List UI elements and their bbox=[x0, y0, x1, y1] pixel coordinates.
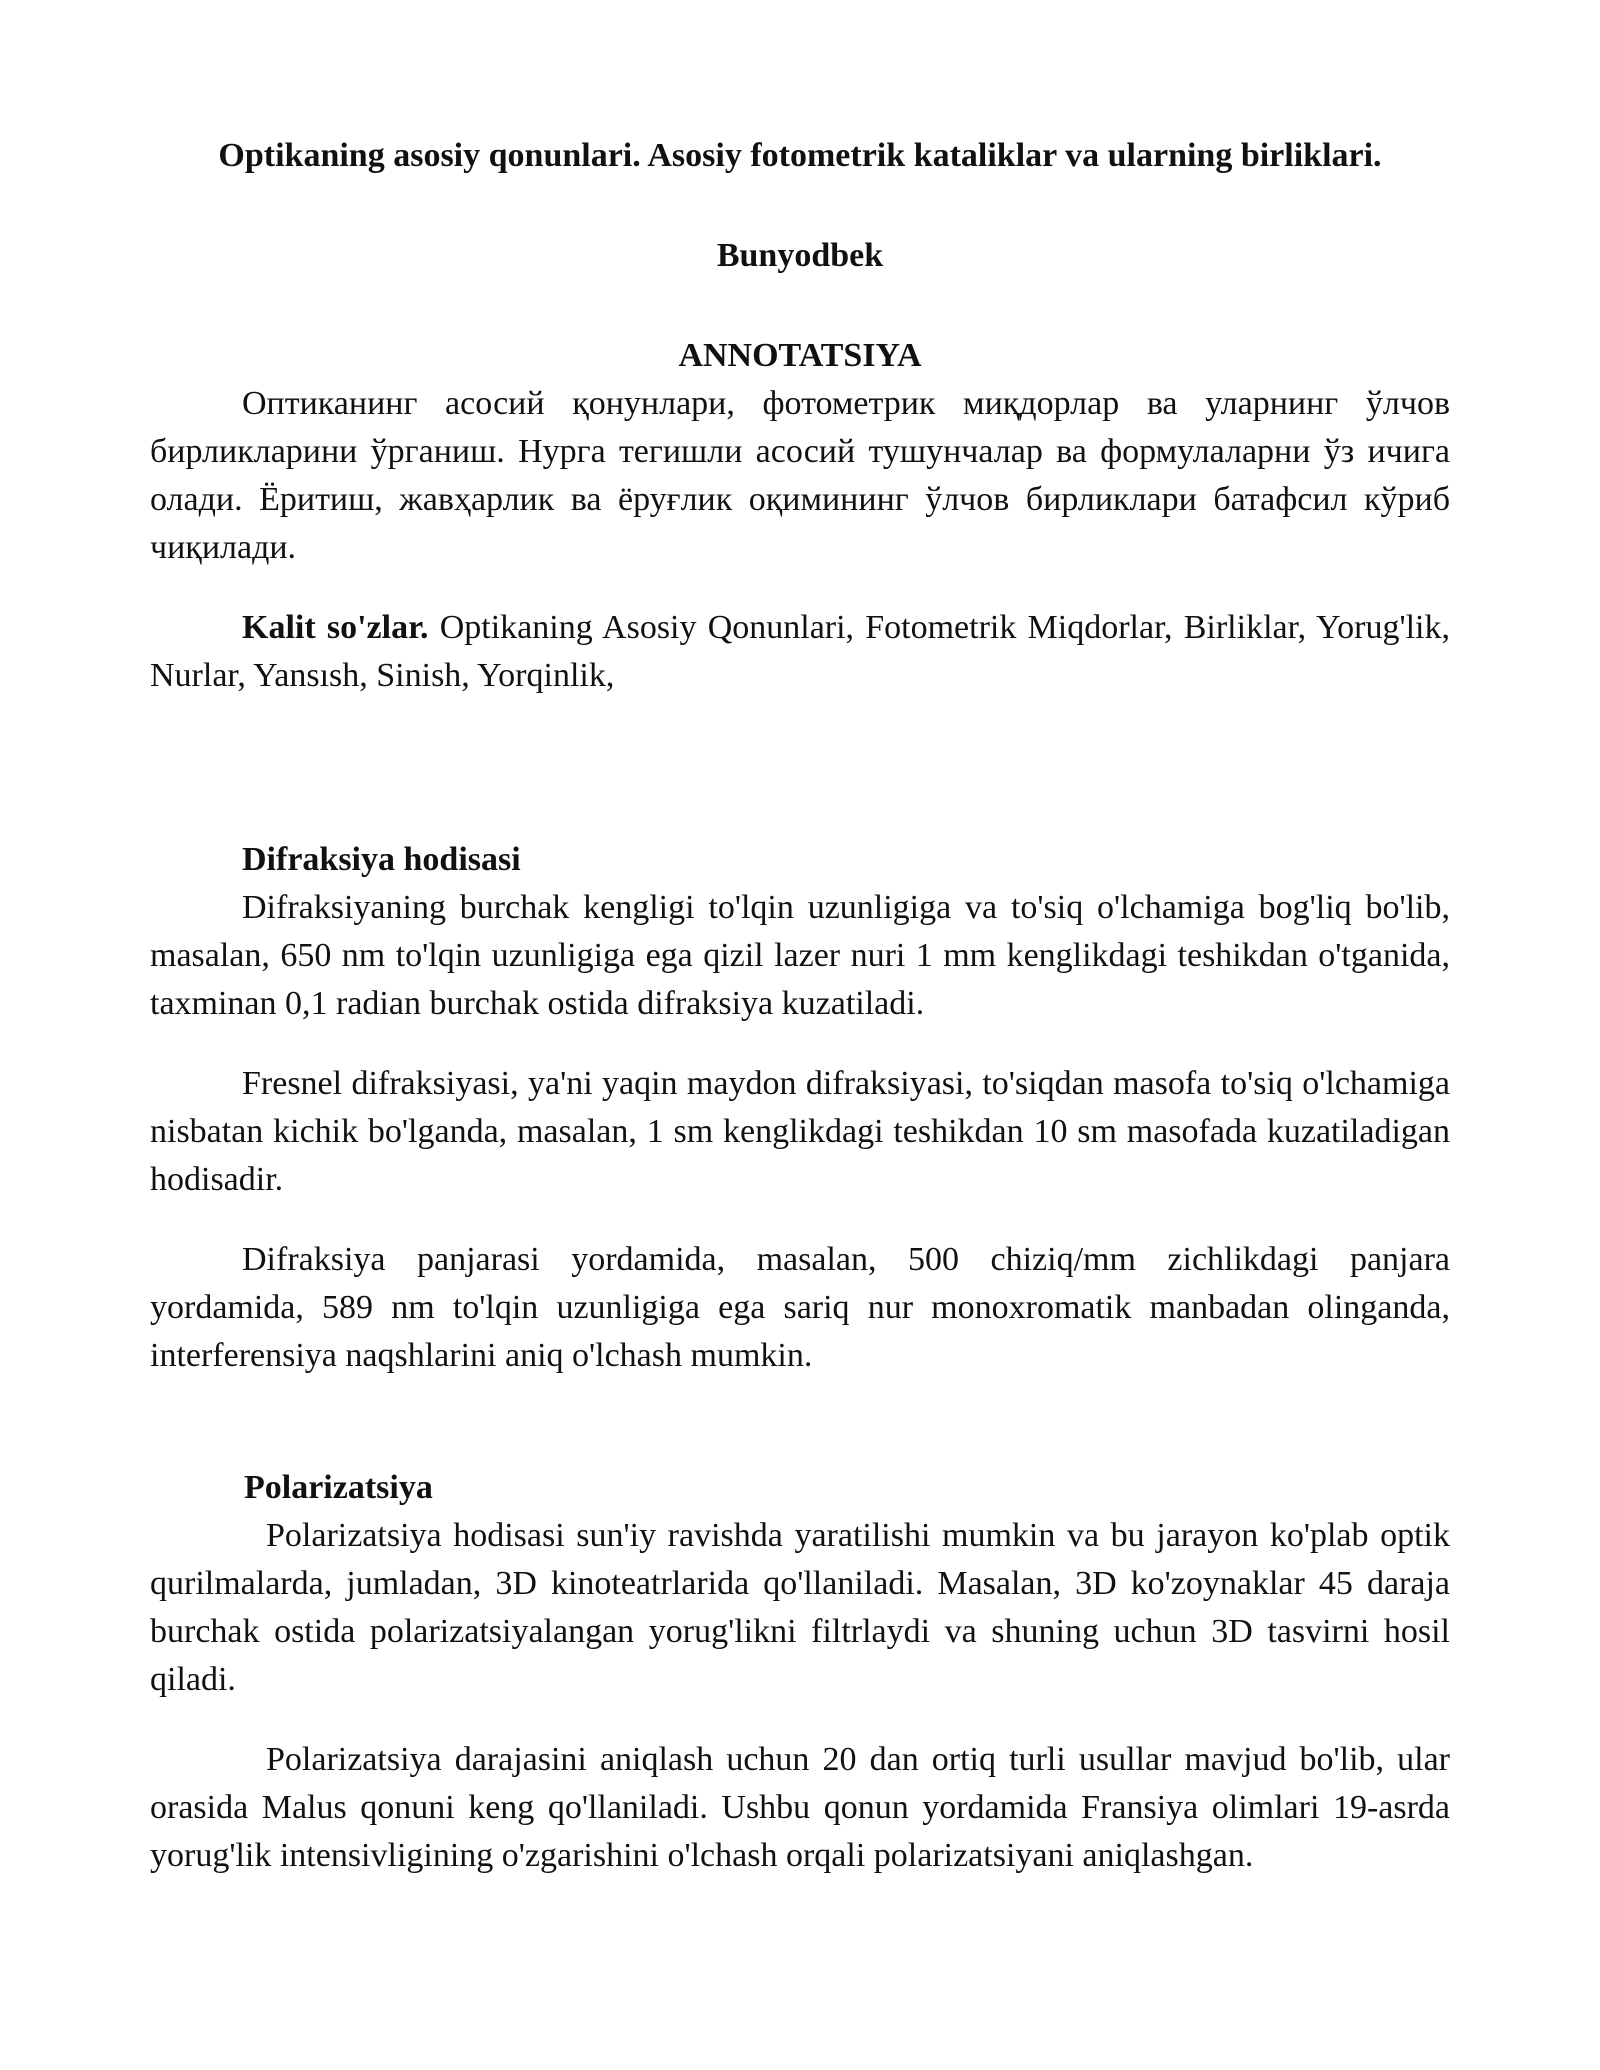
keywords-text: Optikaning Asosiy Qonunlari, Fotometrik Miqdorlar, Birliklar, Yorug'lik, Nurlar, Yansısh, Sinish, Yorqinlik, bbox=[150, 609, 1450, 694]
annotation-heading: ANNOTATSIYA bbox=[678, 337, 922, 374]
author-name: Bunyodbek bbox=[716, 237, 884, 274]
section-heading-polarization: Polarizatsiya bbox=[244, 1469, 433, 1506]
keywords-paragraph bbox=[150, 604, 1450, 700]
diffraction-paragraph-1: Difraksiyaning burchak kengligi to'lqin uzunligiga va to'siq o'lchamiga bog'liq bo'lib, masalan, 650 nm to'lqin uzunligiga ega qizil lazer nuri 1 mm kenglikdagi teshikdan o'tganida, taxminan 0,1 radian burchak ostida difraksiya kuzatiladi. bbox=[150, 889, 1450, 1022]
keywords-label: Kalit so'zlar. bbox=[242, 609, 429, 646]
annotation-text: Оптиканинг асосий қонунлари, фотометрик миқдорлар ва уларнинг ўлчов бирликларини ўрганиш. Нурга тегишли асосий тушунчалар ва формулаларни ўз ичига олади. Ёритиш, жавҳарлик ва ёруғлик оқимининг ўлчов бирликлари батафсил кўриб чиқилади. bbox=[150, 385, 1450, 566]
polarization-paragraph-1: Polarizatsiya hodisasi sun'iy ravishda yaratilishi mumkin va bu jarayon ko'plab optik qurilmalarda, jumladan, 3D kinoteatrlarida qo'llaniladi. Masalan, 3D ko'zoynaklar 45 daraja burchak ostida polarizatsiyalangan yorug'likni filtrlaydi va shuning uchun 3D tasvirni hosil qiladi. bbox=[150, 1517, 1450, 1698]
diffraction-paragraph-2: Fresnel difraksiyasi, ya'ni yaqin maydon difraksiyasi, to'siqdan masofa to'siq o'lchamiga nisbatan kichik bo'lganda, masalan, 1 sm kenglikdagi teshikdan 10 sm masofada kuzatiladigan hodisadir. bbox=[150, 1065, 1450, 1198]
section-heading-diffraction: Difraksiya hodisasi bbox=[242, 841, 521, 878]
diffraction-paragraph-3: Difraksiya panjarasi yordamida, masalan, 500 chiziq/mm zichlikdagi panjara yordamida, 589 nm to'lqin uzunligiga ega sariq nur monoxromatik manbadan olinganda, interferensiya naqshlarini aniq o'lchash mumkin. bbox=[150, 1241, 1450, 1374]
document-title: Optikaning asosiy qonunlari. Asosiy fotometrik kataliklar va ularning birliklari. bbox=[218, 137, 1382, 174]
polarization-paragraph-2: Polarizatsiya darajasini aniqlash uchun 20 dan ortiq turli usullar mavjud bo'lib, ular orasida Malus qonuni keng qo'llaniladi. Ushbu qonun yordamida Fransiya olimlari 19-asrda yorug'lik intensivligining o'zgarishini o'lchash orqali polarizatsiyani aniqlashgan. bbox=[150, 1741, 1450, 1874]
document-page bbox=[150, 0, 1450, 1880]
